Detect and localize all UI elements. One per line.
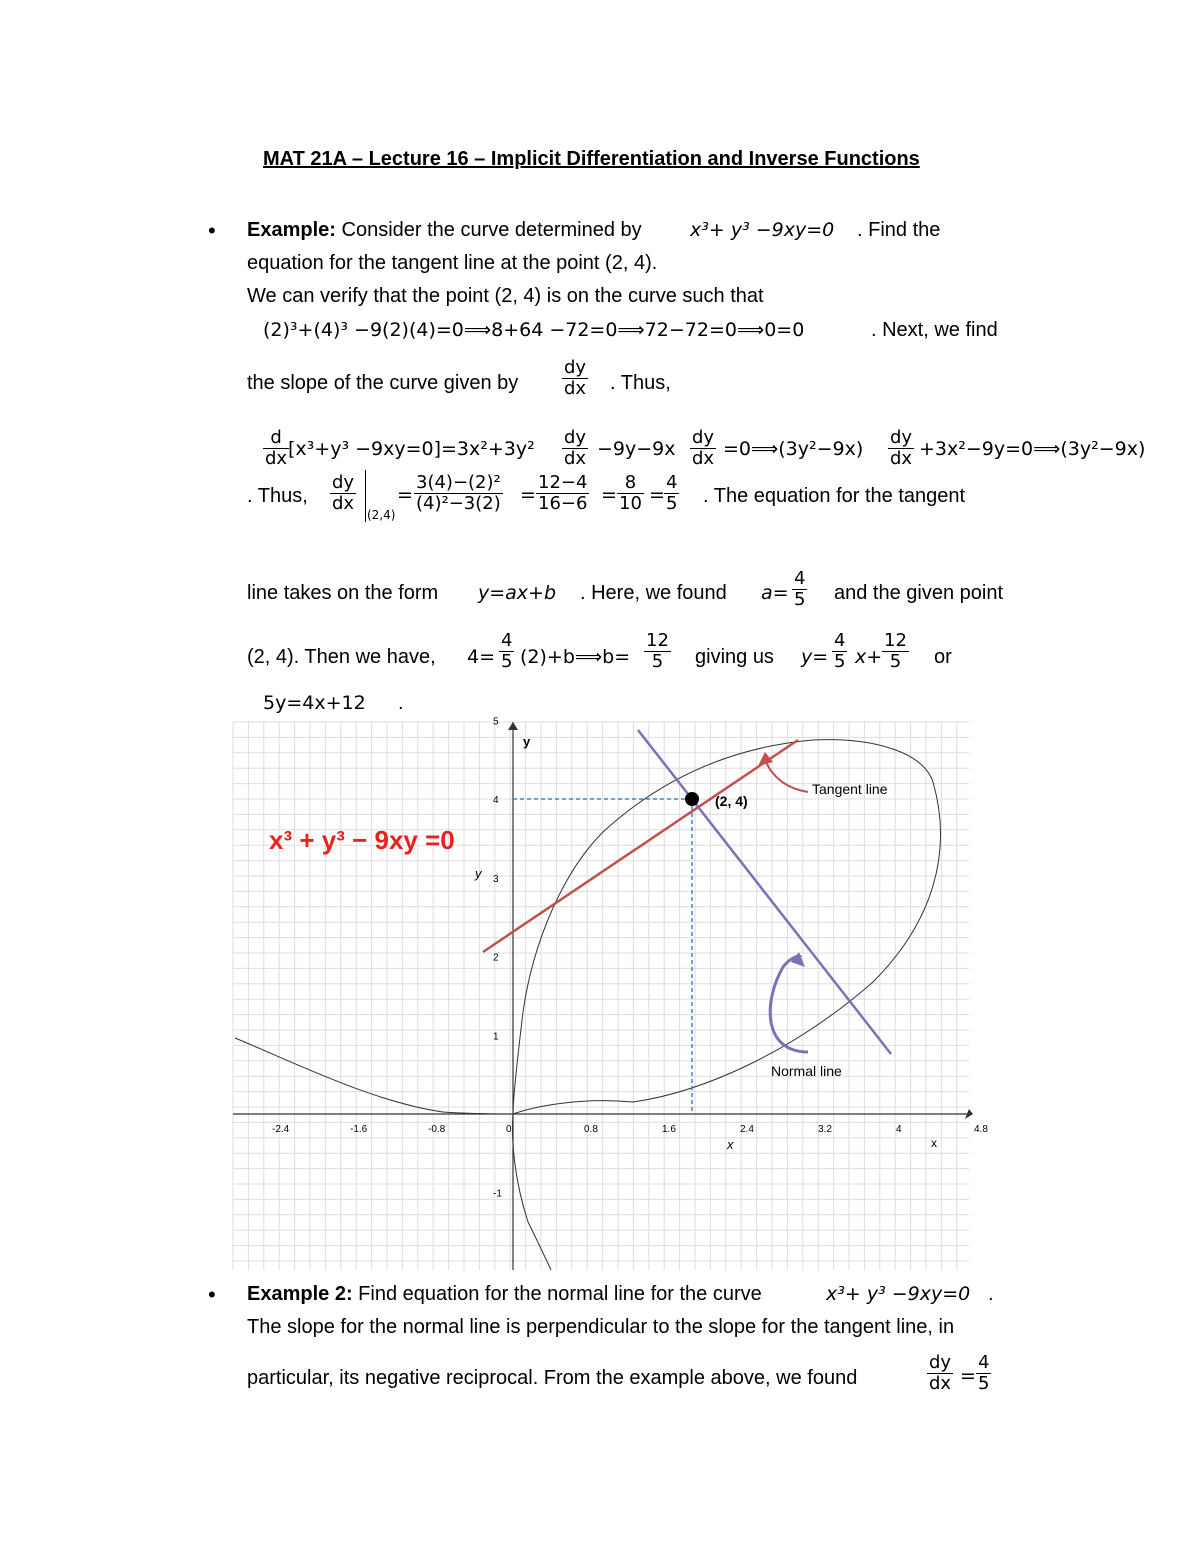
fraction-denominator: 5 bbox=[794, 589, 806, 610]
then-equation-1: 4= bbox=[467, 646, 496, 668]
fraction-numerator: d bbox=[263, 428, 289, 449]
or-text: or bbox=[934, 646, 952, 668]
fraction-a bbox=[792, 569, 807, 610]
x-tick-label: 2.4 bbox=[740, 1124, 754, 1135]
here-text: . Here, we found bbox=[580, 582, 727, 604]
y-tick-label: 3 bbox=[493, 873, 499, 885]
fraction-denominator: 5 bbox=[978, 1373, 990, 1394]
derivative-part3: =0⟹(3y²−9x) bbox=[723, 438, 864, 460]
point-2-4-marker bbox=[685, 792, 699, 806]
line-form-equation: y=ax+b bbox=[478, 582, 557, 604]
fraction-denominator: dx bbox=[929, 1373, 952, 1394]
example1-text1: Consider the curve determined by bbox=[341, 219, 642, 241]
giving-text: giving us bbox=[695, 646, 774, 668]
y-tick-label: 2 bbox=[493, 952, 499, 964]
point-label: (2, 4) bbox=[715, 793, 748, 809]
grid bbox=[233, 722, 969, 1270]
given-text: and the given point bbox=[834, 582, 1004, 604]
fraction-denominator: dx bbox=[692, 448, 715, 469]
equals-sign: = bbox=[960, 1365, 976, 1387]
fraction-denominator: 16−6 bbox=[538, 493, 588, 514]
dy-dx-fraction bbox=[888, 428, 914, 469]
y-tick-label: 1 bbox=[493, 1031, 499, 1043]
tangent-text: . The equation for the tangent bbox=[703, 485, 966, 507]
fraction-4-5 bbox=[832, 631, 847, 672]
line-form-text: line takes on the form bbox=[247, 582, 439, 604]
curve-equation-2: x³+ y³ −9xy=0 bbox=[826, 1283, 971, 1305]
evaluation-bar bbox=[365, 470, 366, 522]
fraction-numerator: 12−4 bbox=[538, 472, 588, 493]
thus-text-2: . Thus, bbox=[247, 485, 308, 507]
fraction-numerator: 12 bbox=[884, 630, 907, 651]
example1-intro bbox=[247, 219, 642, 242]
fraction-denominator: 5 bbox=[666, 493, 678, 514]
fraction-4-5 bbox=[499, 631, 514, 672]
y-tick-label: -1 bbox=[493, 1188, 502, 1200]
equation-label: x³ + y³ − 9xy =0 bbox=[269, 825, 455, 855]
fraction-denominator: dx bbox=[265, 448, 288, 469]
fraction-4 bbox=[664, 473, 679, 514]
example2-period: . bbox=[988, 1283, 994, 1305]
y-tick-label: 5 bbox=[493, 716, 499, 728]
derivative-part1: [x³+y³ −9xy=0]=3x²+3y² bbox=[288, 438, 535, 460]
final-equation: 5y=4x+12 bbox=[263, 692, 366, 714]
fraction-denominator: dx bbox=[890, 448, 913, 469]
fraction-2 bbox=[536, 473, 589, 514]
fraction-numerator: 4 bbox=[978, 1352, 990, 1373]
equals-sign: = bbox=[649, 484, 665, 506]
curve-equation: x³+ y³ −9xy=0 bbox=[690, 219, 835, 241]
fraction-numerator: 4 bbox=[666, 472, 678, 493]
dy-dx-fraction bbox=[330, 473, 356, 514]
fraction-numerator: dy bbox=[890, 427, 913, 448]
dy-dx-fraction bbox=[562, 358, 588, 399]
x-tick-label: 4.8 bbox=[974, 1124, 988, 1135]
x-tick-label: 4 bbox=[896, 1124, 902, 1135]
page-title: MAT 21A – Lecture 16 – Implicit Differentiation and Inverse Functions bbox=[263, 148, 920, 170]
next-text: . Next, we find bbox=[871, 319, 998, 341]
bullet: • bbox=[208, 218, 216, 243]
fraction-denominator: (4)²−3(2) bbox=[416, 493, 501, 514]
implicit-curve-graph bbox=[233, 716, 988, 1270]
fraction-numerator: 12 bbox=[646, 630, 669, 651]
fraction-numerator: dy bbox=[692, 427, 715, 448]
example2-intro bbox=[247, 1283, 762, 1306]
fraction-denominator: 5 bbox=[889, 651, 902, 672]
equals-sign: = bbox=[397, 484, 413, 506]
example1-line3: We can verify that the point (2, 4) is on the curve such that bbox=[247, 285, 764, 307]
tangent-label: Tangent line bbox=[812, 781, 888, 797]
example2-label: Example 2: bbox=[247, 1283, 353, 1305]
fraction-numerator: dy bbox=[929, 1352, 952, 1373]
y-axis-arrow-icon bbox=[508, 722, 518, 730]
example2-line2: The slope for the normal line is perpendicular to the slope for the tangent line, in bbox=[247, 1316, 955, 1338]
slope-text: the slope of the curve given by bbox=[247, 372, 519, 394]
period: . bbox=[398, 692, 404, 714]
example1-label: Example: bbox=[247, 219, 336, 241]
tangent-line bbox=[483, 740, 798, 952]
x-tick-label: -1.6 bbox=[350, 1124, 368, 1135]
dy-dx-fraction bbox=[690, 428, 716, 469]
fraction-denominator: 5 bbox=[834, 651, 846, 672]
fraction-denominator: dx bbox=[564, 378, 587, 399]
fraction-denominator: dx bbox=[564, 448, 587, 469]
x-plus: x+ bbox=[855, 646, 883, 668]
fraction-1 bbox=[414, 473, 503, 514]
x-tick-label: -0.8 bbox=[428, 1124, 446, 1135]
x-tick-label: -2.4 bbox=[272, 1124, 290, 1135]
example1-text2: . Find the bbox=[857, 219, 941, 241]
tangent-arrow-icon bbox=[765, 760, 808, 792]
fraction-numerator: 4 bbox=[794, 568, 806, 589]
equals-sign: = bbox=[601, 484, 617, 506]
normal-line bbox=[638, 730, 891, 1054]
bullet: • bbox=[208, 1282, 216, 1307]
normal-label: Normal line bbox=[771, 1063, 842, 1079]
thus-text-1: . Thus, bbox=[610, 372, 671, 394]
fraction-12-5 bbox=[882, 631, 909, 672]
x-axis-name-italic: x bbox=[727, 1137, 734, 1152]
fraction-12-5 bbox=[644, 631, 671, 672]
x-axis-name: x bbox=[931, 1136, 937, 1150]
fraction-numerator: 3(4)−(2)² bbox=[416, 472, 501, 493]
y-equals: y= bbox=[801, 646, 829, 668]
x-tick-label: 3.2 bbox=[818, 1124, 832, 1135]
fraction-denominator: dx bbox=[332, 493, 355, 514]
fraction-3 bbox=[617, 473, 644, 514]
fraction-numerator: dy bbox=[564, 427, 587, 448]
fraction-denominator: 10 bbox=[619, 493, 642, 514]
y-axis-name: y bbox=[523, 734, 531, 749]
x-tick-label: 1.6 bbox=[662, 1124, 676, 1135]
verify-equation: (2)³+(4)³ −9(2)(4)=0⟹8+64 −72=0⟹72−72=0⟹0=0 bbox=[263, 319, 805, 341]
y-tick-label: 4 bbox=[493, 795, 499, 807]
y-axis-name-italic: y bbox=[475, 866, 482, 881]
x-tick-label: 0.8 bbox=[584, 1124, 598, 1135]
evaluation-point: (2,4) bbox=[367, 508, 396, 522]
x-tick-label: 0 bbox=[506, 1124, 512, 1135]
fraction-4-5 bbox=[976, 1353, 991, 1394]
then-text: (2, 4). Then we have, bbox=[247, 646, 436, 668]
dy-dx-fraction bbox=[562, 428, 588, 469]
derivative-part4: +3x²−9y=0⟹(3y²−9x) bbox=[919, 438, 1146, 460]
equals-sign: = bbox=[520, 484, 536, 506]
example2-line3: particular, its negative reciprocal. From the example above, we found bbox=[247, 1367, 858, 1389]
then-equation-2: (2)+b⟹b= bbox=[520, 646, 631, 668]
d-dx-fraction bbox=[263, 428, 289, 469]
fraction-denominator: 5 bbox=[651, 651, 664, 672]
fraction-numerator: 4 bbox=[501, 630, 513, 651]
fraction-numerator: dy bbox=[564, 357, 587, 378]
fraction-numerator: 4 bbox=[834, 630, 846, 651]
fraction-numerator: 8 bbox=[617, 473, 644, 494]
example1-line2: equation for the tangent line at the point (2, 4). bbox=[247, 252, 658, 274]
example2-text1: Find equation for the normal line for the curve bbox=[358, 1283, 762, 1305]
fraction-numerator: dy bbox=[332, 472, 355, 493]
dy-dx-fraction bbox=[927, 1353, 953, 1394]
fraction-denominator: 5 bbox=[501, 651, 513, 672]
a-equals: a= bbox=[761, 582, 789, 604]
derivative-part2: −9y−9x bbox=[597, 438, 676, 460]
